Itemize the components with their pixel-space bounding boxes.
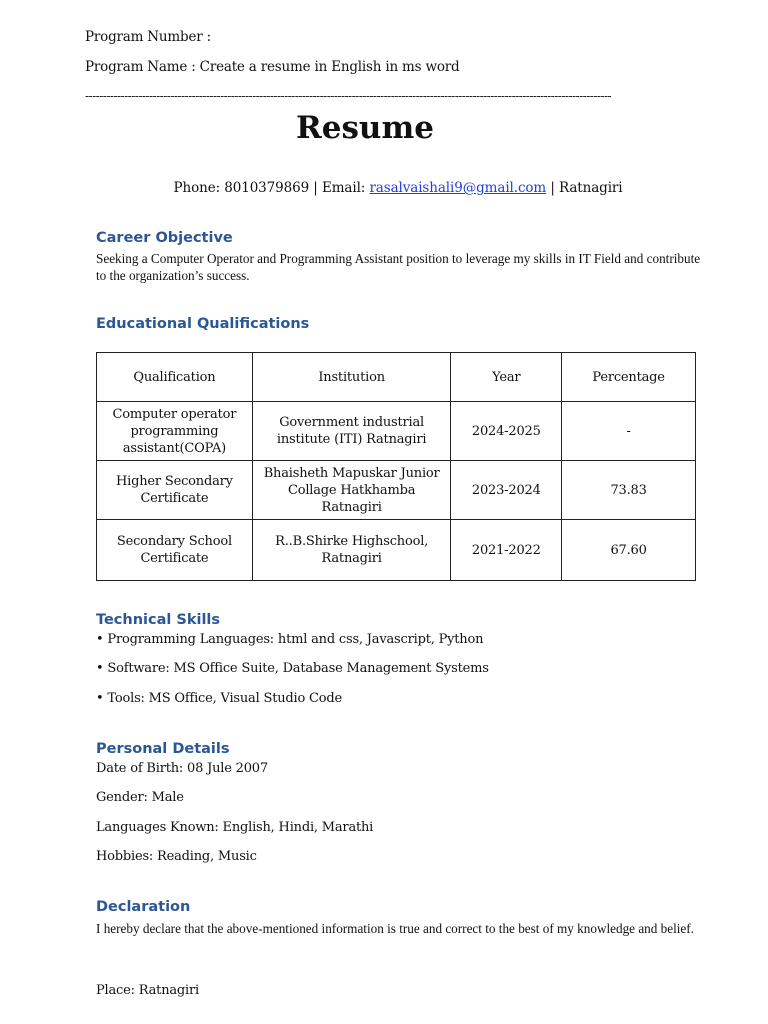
technical-skills-heading: Technical Skills [96, 612, 221, 628]
percentage-cell: - [562, 402, 696, 461]
percentage-cell: 67.60 [562, 520, 696, 581]
gender: Gender: Male [96, 790, 184, 805]
institution-cell: Bhaisheth Mapuskar Junior Collage Hatkhamba Ratnagiri [252, 461, 451, 520]
skill-item: • Tools: MS Office, Visual Studio Code [96, 691, 343, 706]
education-heading: Educational Qualifications [96, 316, 310, 332]
qualification-cell: Computer operator programming assistant(COPA) [97, 402, 253, 461]
column-header: Percentage [562, 353, 696, 402]
career-objective-text: Seeking a Computer Operator and Programming Assistant position to leverage my skills in IT Field and contribute to the organization’s success. [96, 251, 701, 283]
personal-details-heading: Personal Details [96, 741, 230, 757]
contact-line [0, 180, 768, 196]
table-row [97, 520, 696, 581]
place: Place: Ratnagiri [96, 983, 199, 998]
table-row [97, 461, 696, 520]
hobbies: Hobbies: Reading, Music [96, 849, 257, 864]
email-link[interactable]: rasalvaishali9@gmail.com [369, 180, 547, 196]
column-header: Year [451, 353, 562, 402]
program-number: Program Number : [85, 29, 211, 45]
column-header: Qualification [97, 353, 253, 402]
page-title: Resume [295, 110, 434, 146]
institution-cell: Government industrial institute (ITI) Ratnagiri [252, 402, 451, 461]
year-cell: 2021-2022 [451, 520, 562, 581]
skill-item: • Programming Languages: html and css, Javascript, Python [96, 632, 484, 647]
table-row [97, 402, 696, 461]
declaration-heading: Declaration [96, 899, 191, 915]
languages-known: Languages Known: English, Hindi, Marathi [96, 820, 374, 835]
program-name: Program Name : Create a resume in English in ms word [85, 59, 460, 75]
percentage-cell: 73.83 [562, 461, 696, 520]
table-header-row [97, 353, 696, 402]
contact-phone: Phone: 8010379869 | Email: [173, 180, 370, 196]
contact-city: | Ratnagiri [546, 180, 623, 196]
qualification-cell: Secondary School Certificate [97, 520, 253, 581]
date-of-birth: Date of Birth: 08 Jule 2007 [96, 761, 268, 776]
dashed-divider: ---------------------------------------------------------------------------------------------------------------------------------------------------- [85, 89, 612, 103]
qualification-cell: Higher Secondary Certificate [97, 461, 253, 520]
skill-item: • Software: MS Office Suite, Database Management Systems [96, 661, 489, 676]
institution-cell: R..B.Shirke Highschool, Ratnagiri [252, 520, 451, 581]
career-objective-heading: Career Objective [96, 230, 233, 246]
column-header: Institution [252, 353, 451, 402]
declaration-text: I hereby declare that the above-mentioned information is true and correct to the best of my knowledge and belief. [96, 921, 694, 936]
year-cell: 2023-2024 [451, 461, 562, 520]
year-cell: 2024-2025 [451, 402, 562, 461]
education-table [96, 352, 696, 581]
